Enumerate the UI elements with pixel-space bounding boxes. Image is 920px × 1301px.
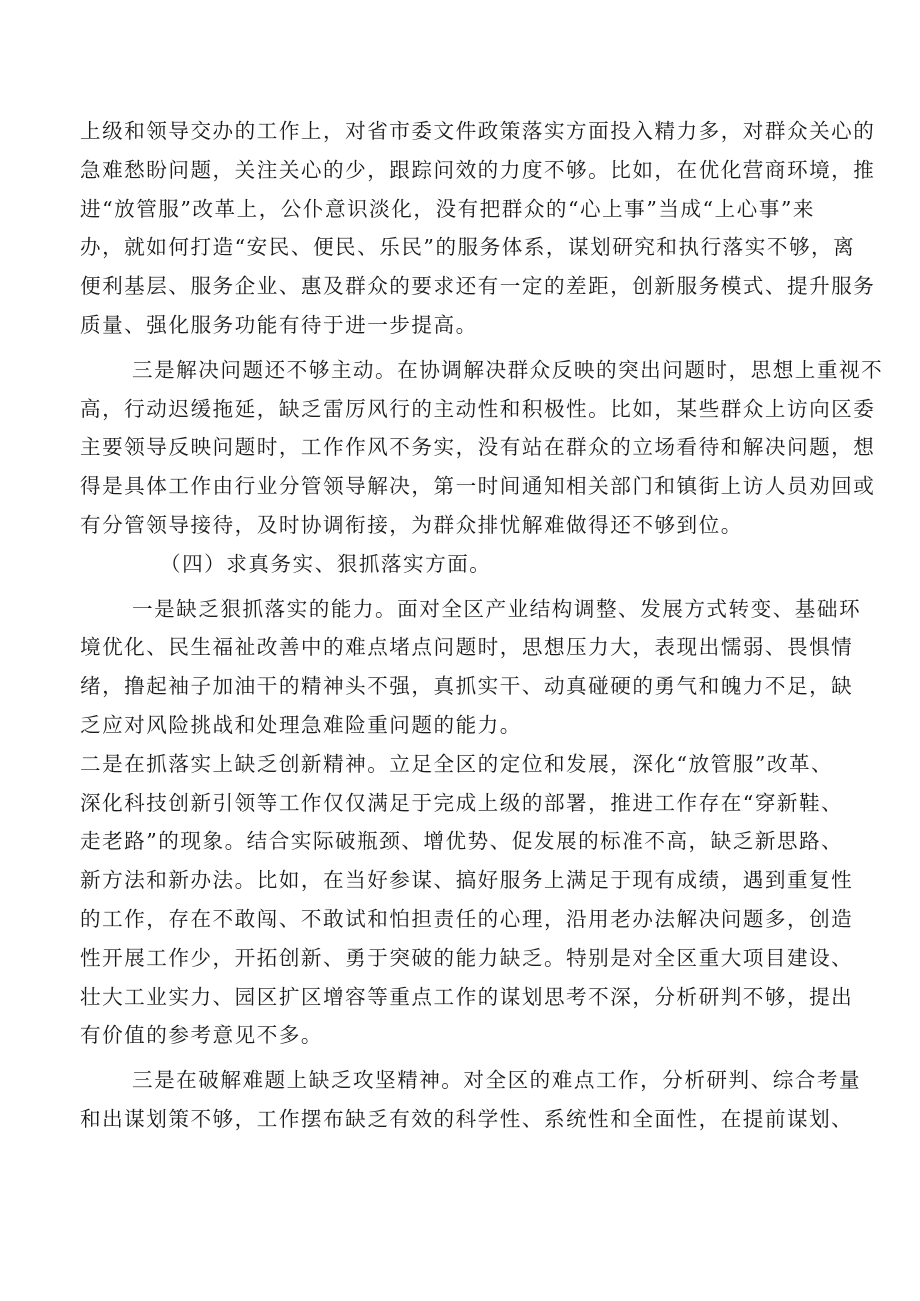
text-line: 走老路”的现象。结合实际破瓶颈、增优势、促发展的标准不高，缺乏新思路、 [80, 829, 844, 854]
text-line: 上级和领导交办的工作上，对省市委文件政策落实方面投入精力多，对群众关心的 [80, 119, 876, 143]
text-line: 有价值的参考意见不多。 [80, 1023, 324, 1048]
text-line: 深化科技创新引领等工作仅仅满足于完成上级的部署，推进工作存在“穿新鞋、 [80, 790, 844, 815]
paragraph-first-line: 三是解决问题还不够主动。在协调解决群众反映的突出问题时，思想上重视不 [132, 357, 884, 382]
paragraph-first-line: 二是在抓落实上缺乏创新精神。立足全区的定位和发展，深化“放管服”改革、 [80, 751, 834, 776]
text-line: 有分管领导接待，及时协调衔接，为群众排忧解难做得还不够到位。 [80, 512, 743, 537]
text-line: 主要领导反映问题时，工作作风不务实，没有站在群众的立场看待和解决问题，想 [80, 435, 876, 460]
text-line: 和出谋划策不够，工作摆布缺乏有效的科学性、系统性和全面性，在提前谋划、 [80, 1106, 854, 1131]
text-line: 进“放管服”改革上，公仆意识淡化，没有把群众的“心上事”当成“上心事”来 [80, 196, 815, 221]
text-line: 急难愁盼问题，关注关心的少，跟踪问效的力度不够。比如，在优化营商环境，推 [80, 157, 876, 182]
text-line: 壮大工业实力、园区扩区增容等重点工作的谋划思考不深，分析研判不够，提出 [80, 984, 854, 1009]
text-line: 乏应对风险挑战和处理急难险重问题的能力。 [80, 712, 522, 737]
text-line: 性开展工作少，开拓创新、勇于突破的能力缺乏。特别是对全区重大项目建设、 [80, 945, 854, 970]
text-line: 的工作，存在不敢闯、不敢试和怕担责任的心理，沿用老办法解决问题多，创造 [80, 906, 854, 931]
paragraph-first-line: 一是缺乏狠抓落实的能力。面对全区产业结构调整、发展方式转变、基础环 [132, 596, 862, 621]
text-line: 得是具体工作由行业分管领导解决，第一时间通知相关部门和镇街上访人员劝回或 [80, 474, 876, 499]
text-line: 境优化、民生福祉改善中的难点堵点问题时，思想压力大，表现出懦弱、畏惧情 [80, 635, 854, 660]
text-line: 新方法和新办法。比如，在当好参谋、搞好服务上满足于现有成绩，遇到重复性 [80, 868, 854, 893]
text-line: 办，就如何打造“安民、便民、乐民”的服务体系，谋划研究和执行落实不够，离 [80, 235, 856, 260]
text-line: 绪，撸起袖子加油干的精神头不强，真抓实干、动真碰硬的勇气和魄力不足，缺 [80, 674, 854, 699]
document-body [80, 112, 884, 1139]
text-line: 高，行动迟缓拖延，缺乏雷厉风行的主动性和积极性。比如，某些群众上访向区委 [80, 396, 876, 421]
section-heading: （四）求真务实、狠抓落实方面。 [160, 551, 492, 576]
text-line: 质量、强化服务功能有待于进一步提高。 [80, 312, 478, 337]
paragraph-first-line: 三是在破解难题上缺乏攻坚精神。对全区的难点工作，分析研判、综合考量 [132, 1068, 862, 1093]
text-line: 便利基层、服务企业、惠及群众的要求还有一定的差距，创新服务模式、提升服务 [80, 274, 876, 299]
